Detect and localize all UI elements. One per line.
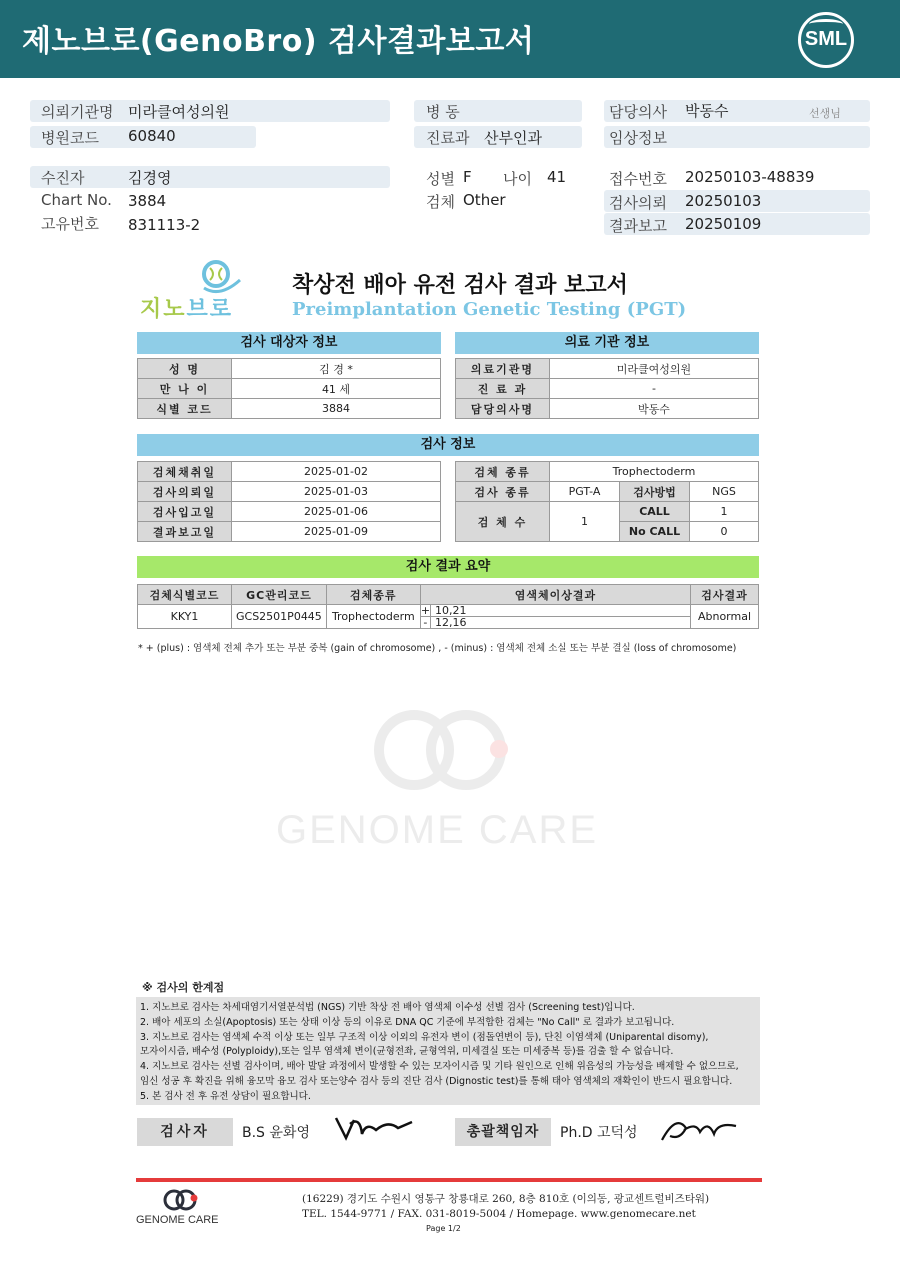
sex-label: 성별	[426, 170, 455, 188]
director-signature-icon	[656, 1110, 740, 1146]
footer-address-block	[302, 1192, 709, 1222]
request-date-label: 검사의뢰	[609, 194, 667, 212]
limitation-line: 5. 본 검사 전 후 유전 상담이 필요합니다.	[140, 1090, 311, 1102]
limitation-line: 모자이시즘, 배수성 (Polyploidy),또는 일부 염색체 변이(균형전좌, 균형역위, 미세결실 또는 미세중복 등)를 검출 할 수 없습니다.	[140, 1046, 674, 1058]
specimen-label: 검체	[426, 193, 455, 211]
specimen-type-key: 검체 종류	[456, 462, 550, 482]
loss-chromosomes: 12,16	[431, 617, 691, 629]
doctor-label: 담당의사	[609, 103, 667, 121]
footer-divider	[136, 1178, 762, 1182]
institution-value-cell: 박동수	[550, 399, 759, 419]
subject-value: 김 경 *	[232, 359, 441, 379]
table-row	[138, 399, 441, 419]
header-bar	[0, 0, 900, 78]
footer-contact: TEL. 1544-9771 / FAX. 031-8019-5004 / Homepage. www.genomecare.net	[302, 1208, 696, 1220]
chart-label: Chart No.	[41, 191, 112, 209]
request-date-value: 20250103	[685, 192, 762, 210]
age-value: 41	[547, 168, 567, 186]
plus-sign: +	[420, 603, 431, 617]
nocall-value: 0	[690, 522, 759, 542]
limitation-line: 3. 지노브로 검사는 염색체 수적 이상 또는 일부 구조적 이상 이외의 유전자 변이 (점돌연변이 등), 단친 이염색체 (Uniparental disomy),	[140, 1031, 709, 1043]
table-row	[456, 482, 759, 502]
date-key: 결과보고일	[138, 522, 232, 542]
column-header: 검체종류	[326, 585, 420, 605]
subject-key: 식별 코드	[138, 399, 232, 419]
date-value: 2025-01-03	[232, 482, 441, 502]
table-row	[138, 379, 441, 399]
genobro-logo-text: 지노브로	[140, 297, 234, 322]
watermark-dot-icon	[490, 740, 508, 758]
age-label: 나이	[503, 170, 532, 188]
institution-value-cell: 미라클여성의원	[550, 359, 759, 379]
receipt-label: 접수번호	[609, 170, 667, 188]
date-value: 2025-01-06	[232, 502, 441, 522]
report-date-value: 20250109	[685, 215, 762, 233]
footer-logo	[136, 1188, 236, 1230]
count-value: 1	[550, 502, 620, 542]
summary-heading: 검사 결과 요약	[137, 556, 759, 578]
report-date-label: 결과보고	[609, 217, 667, 235]
limitation-line: 임신 성공 후 확진을 위해 융모막 융모 검사 또는양수 검사 등의 진단 검사 (Dignostic test)를 통해 태아 염색체의 재확인이 반드시 필요합니다.	[140, 1075, 733, 1087]
table-row	[138, 502, 441, 522]
institution-value: 미라클여성의원	[128, 103, 230, 121]
institution-key: 진 료 과	[456, 379, 550, 399]
unique-label: 고유번호	[41, 215, 99, 233]
subject-key: 만 나 이	[138, 379, 232, 399]
table-row	[456, 359, 759, 379]
patient-value: 김경영	[128, 169, 172, 187]
column-header: 검체식별코드	[138, 585, 232, 605]
count-key: 검 체 수	[456, 502, 550, 542]
test-dates-table	[137, 461, 441, 542]
test-detail-table	[455, 461, 759, 542]
report-header-title: 제노브로(GenoBro) 검사결과보고서	[22, 24, 535, 59]
page-number: Page 1/2	[426, 1224, 461, 1233]
test-info-heading: 검사 정보	[137, 434, 759, 456]
hospital-code-label: 병원코드	[41, 129, 99, 147]
tester-signature-icon	[332, 1112, 416, 1144]
table-header-row	[138, 585, 759, 605]
method-key: 검사방법	[620, 482, 690, 502]
department-label: 진료과	[426, 129, 470, 147]
limitation-line: 4. 지노브로 검사는 선별 검사이며, 배아 발달 과정에서 발생할 수 있는 모자이시즘 및 기타 원인으로 인해 위음성의 가능성을 배제할 수 없으므로,	[140, 1061, 739, 1073]
chart-value: 3884	[128, 192, 167, 210]
summary-id: KKY1	[138, 605, 232, 629]
institution-label: 의뢰기관명	[41, 103, 114, 121]
gain-chromosomes: 10,21	[431, 605, 691, 617]
date-key: 검체채취일	[138, 462, 232, 482]
method-value: NGS	[690, 482, 759, 502]
test-type-key: 검사 종류	[456, 482, 550, 502]
date-value: 2025-01-02	[232, 462, 441, 482]
column-header: 염색체이상결과	[420, 585, 690, 605]
receipt-value: 20250103-48839	[685, 168, 815, 186]
department-value: 산부인과	[484, 129, 542, 147]
institution-info-heading: 의료 기관 정보	[455, 332, 759, 354]
specimen-type-value: Trophectoderm	[550, 462, 759, 482]
footer-address: (16229) 경기도 수원시 영통구 창룡대로 260, 8층 810호 (이의동, 광교센트럴비즈타워)	[302, 1193, 710, 1205]
sex-value: F	[463, 168, 472, 186]
minus-sign: -	[420, 617, 430, 629]
summary-legend: * + (plus) : 염색체 전체 추가 또는 부분 중복 (gain of chromosome) , - (minus) : 염색체 전체 소실 또는 부분 결실 (loss of chromosome)	[138, 643, 737, 654]
column-header: 검사결과	[691, 585, 759, 605]
institution-key: 의료기관명	[456, 359, 550, 379]
genobro-logo	[136, 258, 254, 326]
date-value: 2025-01-09	[232, 522, 441, 542]
summary-specimen-type: Trophectoderm	[326, 605, 420, 629]
test-type-value: PGT-A	[550, 482, 620, 502]
table-row	[138, 605, 759, 617]
patient-label: 수진자	[41, 169, 85, 187]
limitation-line: 2. 배아 세포의 소실(Apoptosis) 또는 상태 이상 등의 이유로 DNA QC 기준에 부적합한 검체는 "No Call" 로 결과가 보고됩니다.	[140, 1016, 675, 1028]
logo-arc-icon	[809, 19, 843, 29]
limitations-title: ※ 검사의 한계점	[142, 981, 225, 994]
institution-key: 담당의사명	[456, 399, 550, 419]
clinical-info-label: 임상정보	[609, 129, 667, 147]
call-key: CALL	[620, 502, 690, 522]
subject-info-table	[137, 358, 441, 419]
doctor-value: 박동수	[685, 102, 729, 120]
subject-value: 3884	[232, 399, 441, 419]
column-header: GC관리코드	[232, 585, 327, 605]
institution-value-cell: -	[550, 379, 759, 399]
tester-label: 검사자	[137, 1118, 233, 1146]
summary-gc-code: GCS2501P0445	[232, 605, 327, 629]
unique-value: 831113-2	[128, 216, 201, 234]
table-row	[456, 502, 759, 522]
date-key: 검사의뢰일	[138, 482, 232, 502]
table-row	[138, 482, 441, 502]
subject-value: 41 세	[232, 379, 441, 399]
subject-key: 성 명	[138, 359, 232, 379]
limitation-line: 1. 지노브로 검사는 차세대염기서열분석법 (NGS) 기반 착상 전 배아 염색체 이수성 선별 검사 (Screening test)입니다.	[140, 1002, 635, 1013]
hospital-code-value: 60840	[128, 127, 176, 145]
table-row	[138, 462, 441, 482]
institution-info-table	[455, 358, 759, 419]
sml-logo: SML	[798, 12, 854, 68]
nocall-key: No CALL	[620, 522, 690, 542]
call-value: 1	[690, 502, 759, 522]
limitations-box	[136, 997, 760, 1105]
genome-care-watermark	[276, 704, 626, 854]
table-row	[456, 462, 759, 482]
report-title-english: Preimplantation Genetic Testing (PGT)	[292, 299, 687, 320]
table-row	[456, 399, 759, 419]
specimen-value: Other	[463, 191, 506, 209]
ward-label: 병 동	[426, 103, 460, 121]
summary-result: Abnormal	[691, 605, 759, 629]
director-label: 총괄책임자	[455, 1118, 551, 1146]
doctor-suffix: 선생님	[809, 107, 841, 120]
table-row	[138, 522, 441, 542]
footer-logo-name: GENOME CARE	[136, 1214, 219, 1226]
report-title-korean: 착상전 배아 유전 검사 결과 보고서	[292, 273, 628, 298]
genome-care-logo-icon	[160, 1188, 204, 1212]
table-row	[456, 379, 759, 399]
watermark-text: GENOME CARE	[276, 808, 599, 852]
director-name: Ph.D 고덕성	[560, 1125, 638, 1141]
summary-table	[137, 584, 759, 629]
subject-info-heading: 검사 대상자 정보	[137, 332, 441, 354]
table-row	[138, 359, 441, 379]
date-key: 검사입고일	[138, 502, 232, 522]
tester-name: B.S 윤화영	[242, 1125, 310, 1141]
